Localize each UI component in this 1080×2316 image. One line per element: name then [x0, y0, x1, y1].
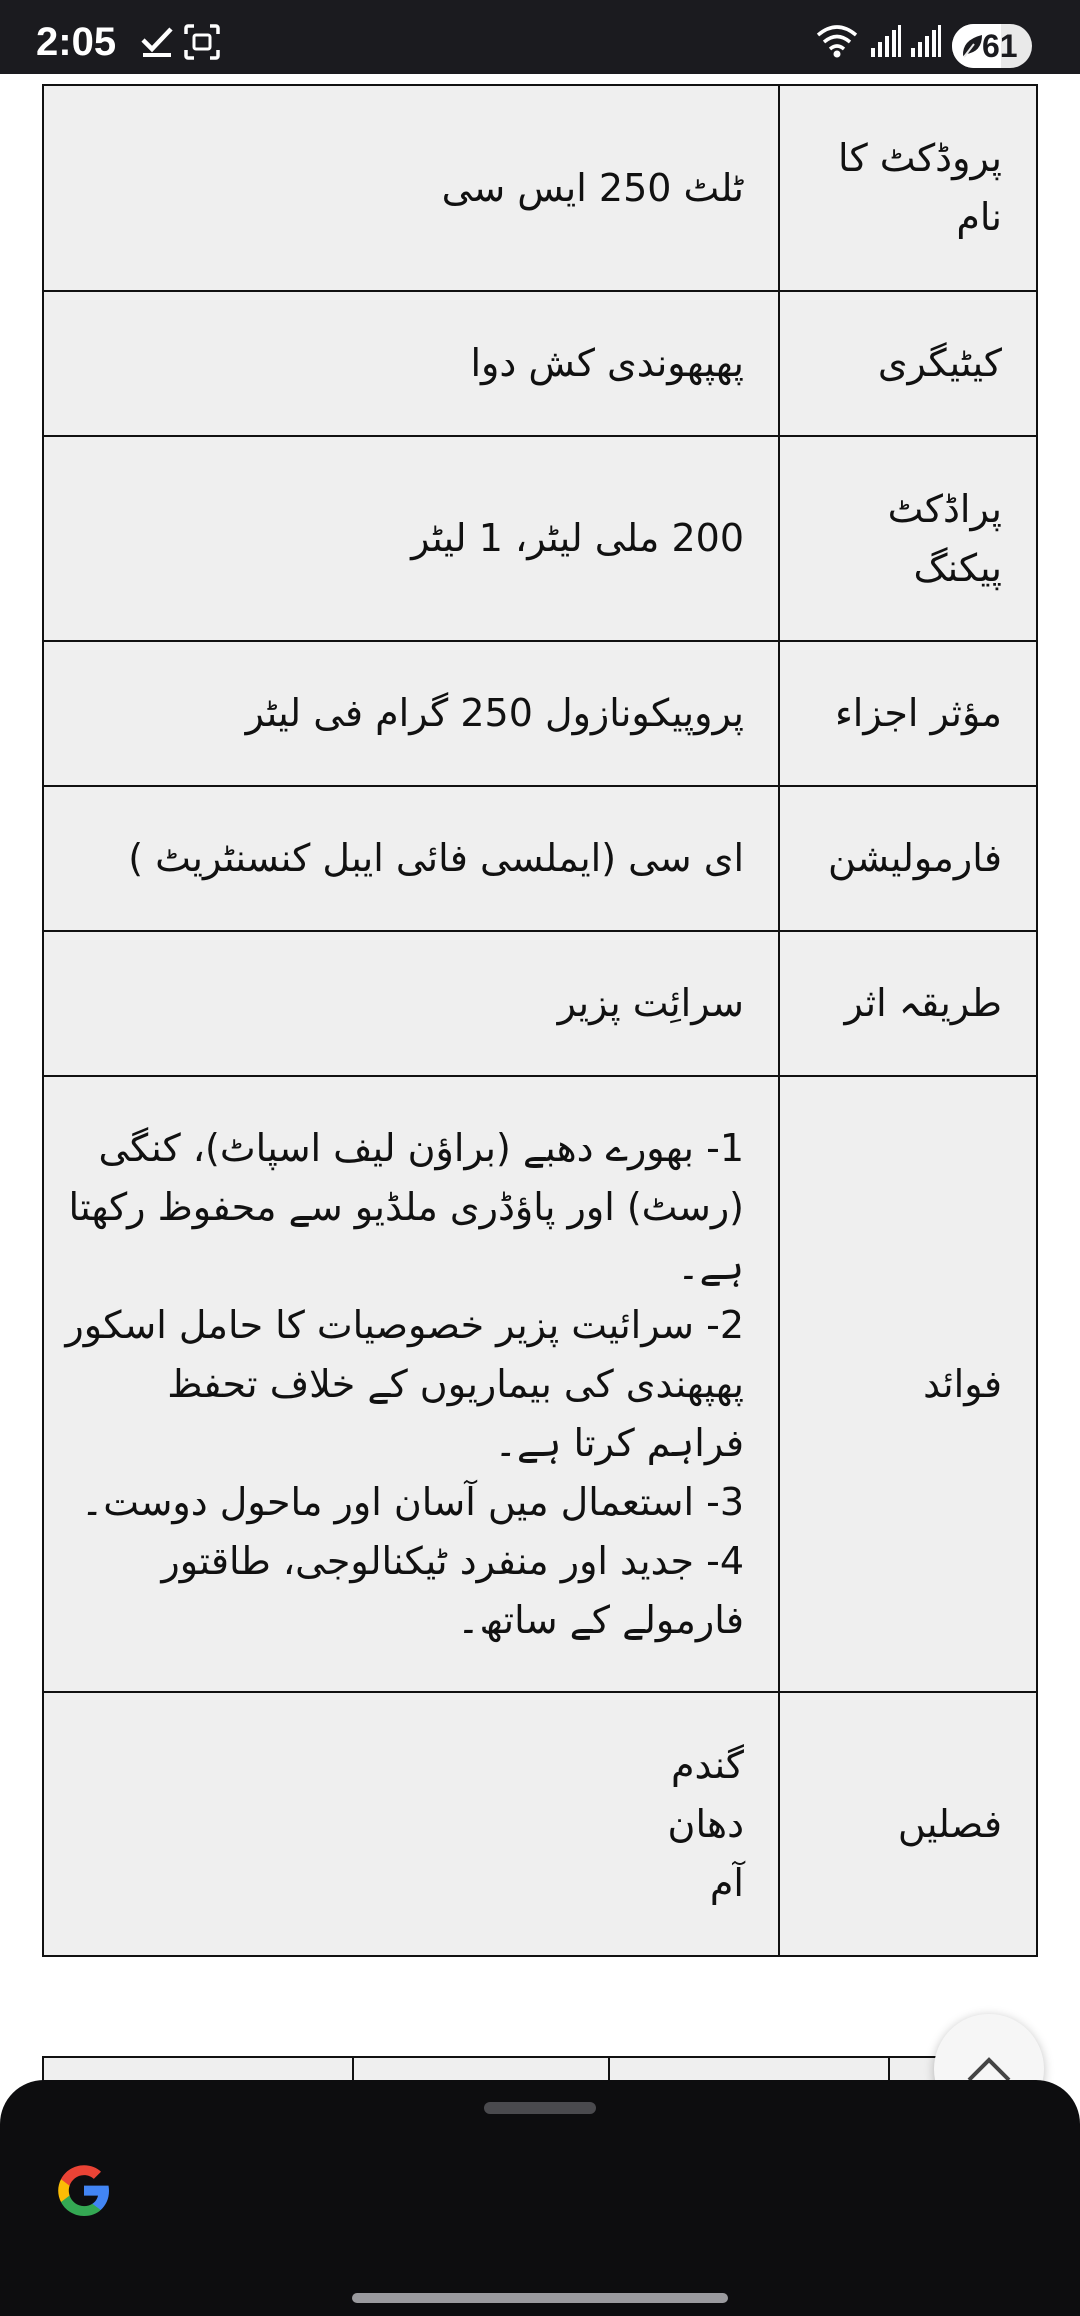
- row-value: [43, 931, 779, 1076]
- table-row: [43, 1076, 1037, 1692]
- wifi-icon: [816, 24, 858, 62]
- row-label: فوائد: [779, 1076, 1037, 1692]
- row-value: [43, 786, 779, 931]
- value-line: پروپیکونازول 250 گرام فی لیٹر: [245, 691, 744, 735]
- status-bar: [0, 0, 1080, 74]
- row-value: [43, 85, 779, 291]
- table-row: [43, 641, 1037, 786]
- row-label: پروڈکٹ کا نام: [779, 85, 1037, 291]
- screenshot-icon: [184, 24, 220, 64]
- crop-line: آم: [709, 1860, 744, 1905]
- row-label: طریقہ اثر: [779, 931, 1037, 1076]
- value-line: سرائِت پزیر: [557, 981, 744, 1025]
- row-label: مؤثر اجزاء: [779, 641, 1037, 786]
- sheet-drag-handle[interactable]: [484, 2102, 596, 2114]
- signal-icon: [870, 24, 902, 62]
- battery-indicator: [952, 24, 1032, 68]
- status-time: 2:05: [36, 20, 117, 64]
- value-line: ٹلٹ 250 ایس سی: [441, 165, 744, 210]
- row-value: [43, 1692, 779, 1956]
- bottom-sheet[interactable]: [0, 2080, 1080, 2316]
- check-icon: [140, 24, 174, 62]
- crop-line: دھان: [667, 1801, 744, 1846]
- row-label: کیٹیگری: [779, 291, 1037, 436]
- table-row: [43, 291, 1037, 436]
- value-line: 200 ملی لیٹر، 1 لیٹر: [411, 516, 744, 560]
- row-label: فارمولیشن: [779, 786, 1037, 931]
- benefit-line: 1- بھورے دھبے (براؤن لیف اسپاٹ)، کنگی (رسٹ) اور پاؤڈری ملڈیو سے محفوظ رکھتا ہے۔: [68, 1125, 744, 1288]
- benefit-line: 4- جدید اور منفرد ٹیکنالوجی، طاقتور فارمولے کے ساتھ۔: [161, 1538, 744, 1642]
- battery-saver-icon: [960, 32, 984, 64]
- row-value: [43, 291, 779, 436]
- table-row: [43, 931, 1037, 1076]
- signal-icon: [910, 24, 942, 62]
- row-value: [43, 436, 779, 641]
- benefit-line: 3- استعمال میں آسان اور ماحول دوست۔: [81, 1479, 744, 1524]
- row-label: فصلیں: [779, 1692, 1037, 1956]
- row-value: [43, 1076, 779, 1692]
- gesture-navigation-bar[interactable]: [352, 2293, 728, 2303]
- crop-line: گندم: [670, 1742, 744, 1787]
- table-row: [43, 1692, 1037, 1956]
- table-row: [43, 786, 1037, 931]
- battery-level: 61: [982, 28, 1018, 64]
- value-line: ای سی (ایملسی فائی ایبل کنسنٹریٹ ): [128, 836, 744, 880]
- row-label: پراڈکٹ پیکنگ: [779, 436, 1037, 641]
- table-row: [43, 85, 1037, 291]
- product-details-table: [42, 84, 1038, 1957]
- row-value: [43, 641, 779, 786]
- benefit-line: 2- سرائیت پزیر خصوصیات کا حامل اسکور پھپھندی کی بیماریوں کے خلاف تحفظ فراہم کرتا ہے۔: [65, 1302, 744, 1465]
- value-line: پھپھوندی کش دوا: [470, 341, 744, 385]
- table-row: [43, 436, 1037, 641]
- google-icon[interactable]: [52, 2158, 116, 2226]
